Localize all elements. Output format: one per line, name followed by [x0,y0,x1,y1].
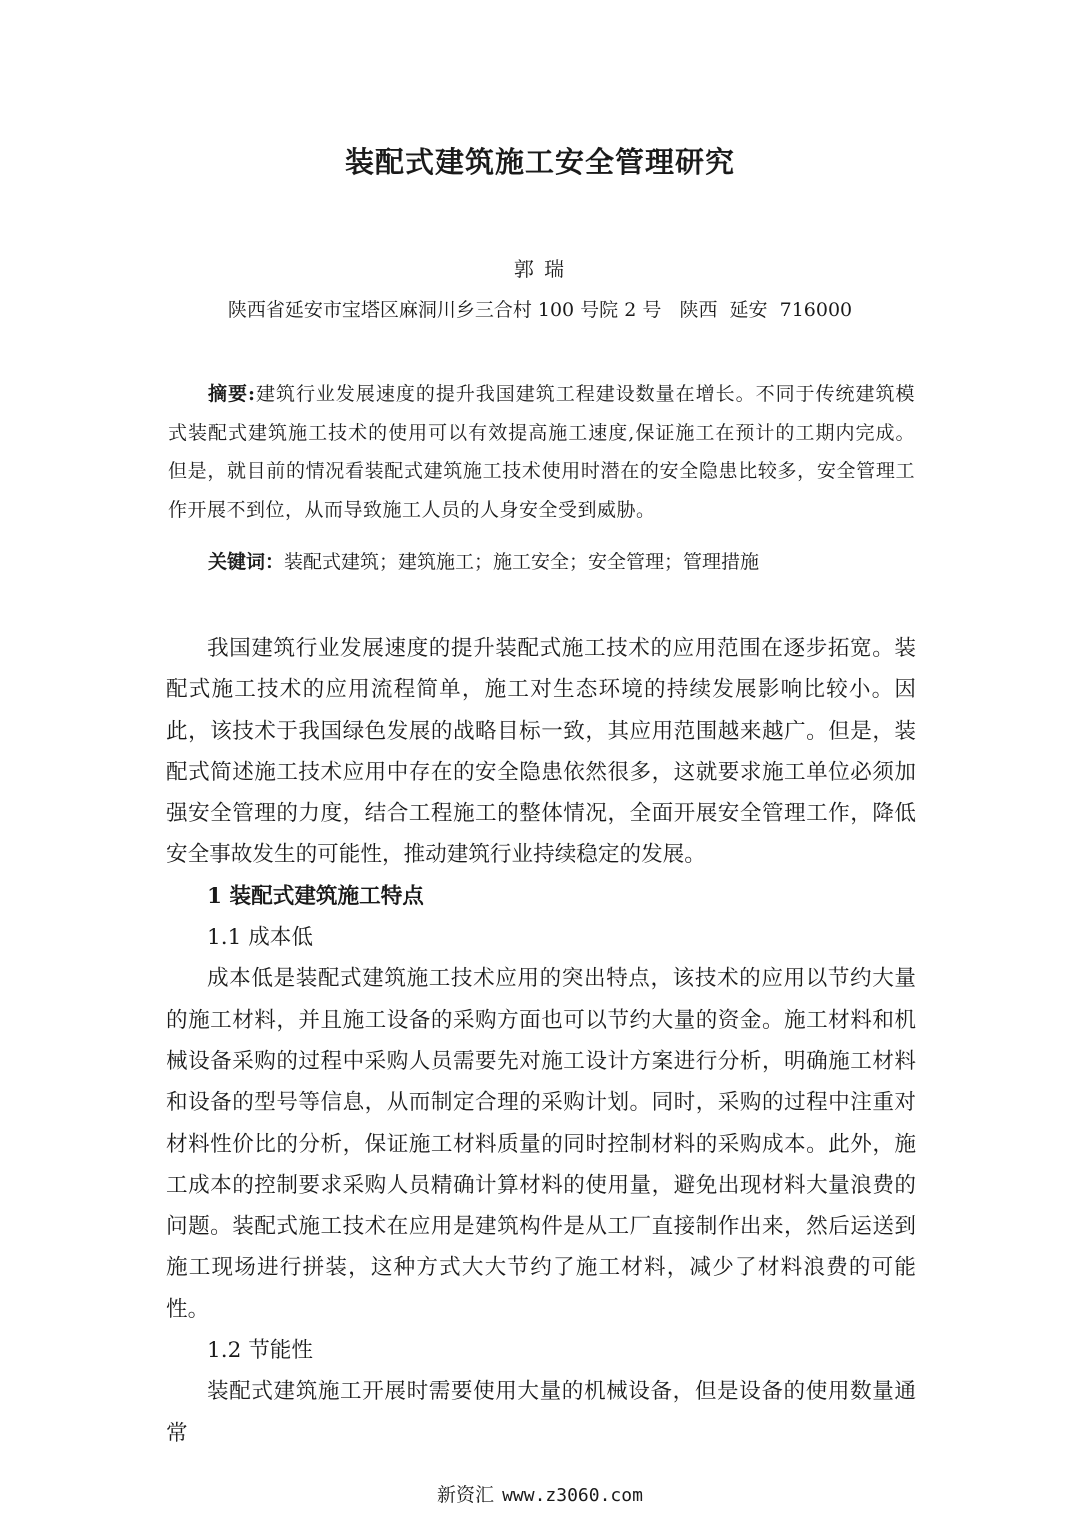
section-1-heading: 1 装配式建筑施工特点 [207,883,424,909]
body-text [166,628,916,1454]
section-1-2-heading: 1.2 节能性 [207,1338,313,1364]
keywords-label: 关键词： [208,551,285,573]
keywords-line [208,545,948,579]
abstract-text: 建筑行业发展速度的提升我国建筑工程建设数量在增长。不同于传统建筑模式装配式建筑施工技术的使用可以有效提高施工速度,保证施工在预计的工期内完成。但是，就目前的情况看装配式建筑施工技术使用时潜在的安全隐患比较多，安全管理工作开展不到位，从而导致施工人员的人身安全受到威胁。 [168,383,915,521]
footer-url: www.z3060.com [502,1485,643,1506]
paper-title: 装配式建筑施工安全管理研究 [344,145,735,179]
abstract-paragraph [168,375,915,529]
intro-paragraph: 我国建筑行业发展速度的提升装配式施工技术的应用范围在逐步拓宽。装配式施工技术的应用流程简单，施工对生态环境的持续发展影响比较小。因此，该技术于我国绿色发展的战略目标一致，其应用范围越来越广。但是，装配式简述施工技术应用中存在的安全隐患依然很多，这就要求施工单位必须加强安全管理的力度，结合工程施工的整体情况，全面开展安全管理工作，降低安全事故发生的可能性，推动建筑行业持续稳定的发展。 [166,636,916,868]
page-footer [0,1480,1080,1507]
section-1-1-paragraph: 成本低是装配式建筑施工技术应用的突出特点，该技术的应用以节约大量的施工材料，并且施工设备的采购方面也可以节约大量的资金。施工材料和机械设备采购的过程中采购人员需要先对施工设计方案进行分析，明确施工材料和设备的型号等信息，从而制定合理的采购计划。同时，采购的过程中注重对材料性价比的分析，保证施工材料质量的同时控制材料的采购成本。此外，施工成本的控制要求采购人员精确计算材料的使用量，避免出现材料大量浪费的问题。装配式施工技术在应用是建筑构件是从工厂直接制作出来，然后运送到施工现场进行拼装，这种方式大大节约了施工材料，减少了材料浪费的可能性。 [166,966,916,1322]
keywords-text: 装配式建筑；建筑施工；施工安全；安全管理；管理措施 [284,551,760,573]
abstract-label: 摘要: [208,383,256,405]
section-1-1-heading: 1.1 成本低 [207,925,313,951]
author-name: 郭 瑞 [513,257,567,281]
author-affiliation: 陕西省延安市宝塔区麻洞川乡三合村 100 号院 2 号 陕西 延安 716000 [227,299,853,321]
section-1-2-paragraph: 装配式建筑施工开展时需要使用大量的机械设备，但是设备的使用数量通常 [166,1379,916,1446]
footer-brand: 新资汇 [437,1484,495,1506]
